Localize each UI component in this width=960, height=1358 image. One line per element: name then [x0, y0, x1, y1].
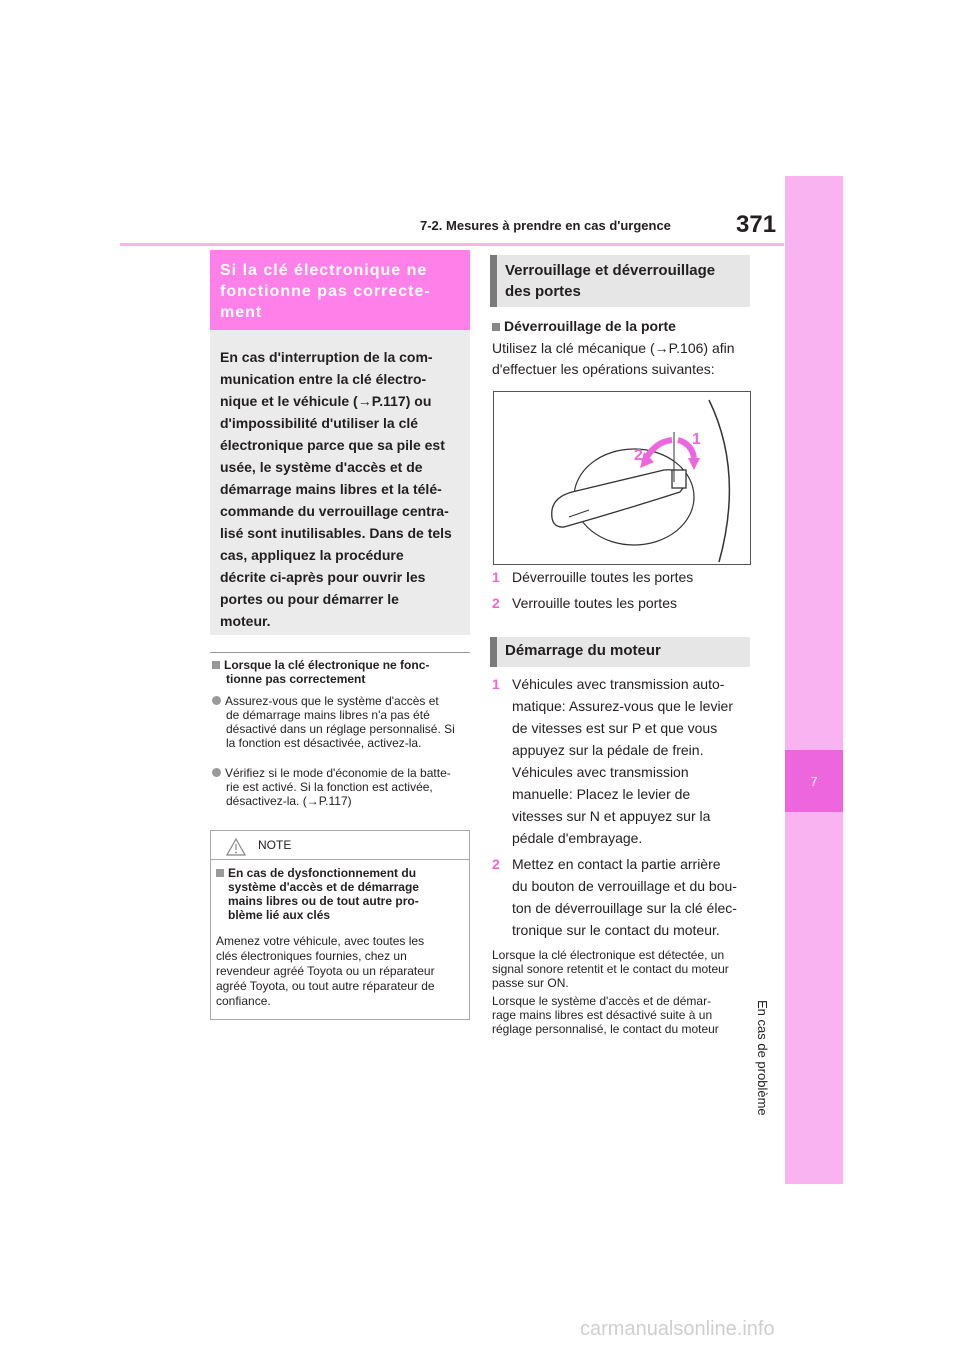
step-line: manuelle: Placez le levier de	[512, 786, 691, 802]
square-bullet-icon	[212, 661, 220, 669]
bullet-line: désactivez-la. (→P.117)	[226, 794, 352, 808]
note-body-line: revendeur agréé Toyota ou un réparateur	[216, 964, 435, 978]
intro-line: d'impossibilité d'utiliser la clé	[220, 415, 419, 431]
step-number: 1	[492, 676, 500, 692]
bullet-line: Assurez-vous que le système d'accès et	[225, 694, 439, 708]
intro-line: d'effectuer les opérations suivantes:	[492, 361, 715, 377]
note-body-line: confiance.	[216, 994, 271, 1008]
note-line: Lorsque la clé électronique est détectée, un	[492, 948, 725, 962]
note-line: signal sonore retentit et le contact du moteur	[492, 962, 729, 976]
intro-box	[210, 330, 470, 635]
square-bullet-icon	[492, 323, 500, 331]
note-line: réglage personnalisé, le contact du moteur	[492, 1022, 719, 1036]
heading-bar	[490, 637, 497, 667]
step-lock	[492, 592, 677, 614]
heading-line: Verrouillage et déverrouillage	[505, 262, 716, 279]
bullet-item	[212, 694, 470, 750]
intro-line: lisé sont inutilisables. Dans de tels	[220, 525, 452, 541]
step-line: matique: Assurez-vous que le levier	[512, 698, 733, 714]
step-line: ton de déverrouillage sur la clé élec-	[512, 900, 737, 916]
intro-line: En cas d'interruption de la com-	[220, 349, 433, 365]
illustration-label-1: 1	[692, 431, 701, 448]
header-rule	[120, 243, 784, 246]
step-line: Véhicules avec transmission auto-	[512, 676, 725, 692]
intro-line: usée, le système d'accès et de	[220, 459, 423, 475]
heading-line: ment	[220, 304, 263, 321]
step-number: 1	[492, 569, 500, 585]
step-number: 2	[492, 856, 500, 872]
step-number: 2	[492, 595, 500, 611]
intro-line: nique et le véhicule (→P.117) ou	[220, 393, 432, 409]
note-line: Lorsque le système d'accès et de démar-	[492, 994, 712, 1008]
note-title	[216, 866, 466, 922]
heading-text: Démarrage du moteur	[505, 642, 661, 659]
step-line: du bouton de verrouillage et du bou-	[512, 878, 737, 894]
chapter-label: En cas de problème	[755, 1000, 770, 1116]
note-title-line: système d'accès et de démarrage	[228, 880, 419, 894]
section-title: 7-2. Mesures à prendre en cas d'urgence	[420, 218, 671, 233]
engine-step-1	[492, 673, 752, 849]
separator	[210, 652, 470, 653]
engine-note-2	[492, 994, 754, 1036]
section-heading-key-failure	[210, 250, 470, 330]
note-title-line: blème lié aux clés	[228, 908, 331, 922]
circle-bullet-icon	[212, 696, 221, 705]
step-line: Mettez en contact la partie arrière	[512, 856, 721, 872]
bullet-line: de démarrage mains libres n'a pas été	[226, 708, 430, 722]
note-body-line: agréé Toyota, ou tout autre réparateur de	[216, 979, 435, 993]
note-title-line: En cas de dysfonctionnement du	[228, 866, 417, 880]
subheading-key-not-working	[212, 658, 470, 686]
step-line: vitesses sur N et appuyez sur la	[512, 808, 711, 824]
engine-step-2	[492, 853, 752, 941]
heading-line: Si la clé électronique ne	[220, 262, 428, 279]
intro-line: démarrage mains libres et la télé-	[220, 481, 442, 497]
note-title-row	[211, 831, 469, 860]
circle-bullet-icon	[212, 768, 221, 777]
note-body-line: clés électroniques fournies, chez un	[216, 949, 407, 963]
intro-line: électronique parce que sa pile est	[220, 437, 445, 453]
door-handle-illustration	[493, 391, 751, 565]
subheading-unlock-door	[492, 316, 676, 337]
page-number: 371	[736, 211, 777, 238]
chapter-number-tab	[785, 750, 843, 812]
note-title-line: mains libres ou de tout autre pro-	[228, 894, 419, 908]
note-line: passe sur ON.	[492, 976, 569, 990]
bullet-line: rie est activé. Si la fonction est activée,	[226, 780, 433, 794]
note-label: NOTE	[258, 838, 292, 852]
section-heading-engine-start	[490, 637, 750, 667]
heading-line: des portes	[505, 283, 581, 300]
subheading-line: tionne pas correctement	[226, 672, 366, 686]
step-line: tronique sur le contact du moteur.	[512, 922, 720, 938]
step-line: de vitesses est sur P et que vous	[512, 720, 718, 736]
step-unlock	[492, 566, 693, 588]
intro-line: munication entre la clé électro-	[220, 371, 427, 387]
engine-note-1	[492, 948, 754, 990]
intro-line: cas, appliquez la procédure	[220, 547, 404, 563]
chapter-side-tab	[785, 176, 843, 1184]
subheading-line: Lorsque la clé électronique ne fonc-	[224, 658, 430, 672]
illustration-label-2: 2	[634, 447, 643, 464]
chapter-number: 7	[810, 774, 818, 789]
intro-line: commande du verrouillage centra-	[220, 503, 449, 519]
step-text: Verrouille toutes les portes	[512, 595, 677, 611]
note-body-line: Amenez votre véhicule, avec toutes les	[216, 934, 425, 948]
section-heading-doors	[490, 255, 750, 307]
watermark: carmanualsonline.info	[580, 1318, 775, 1340]
warning-icon	[226, 838, 246, 856]
bullet-line: désactivé dans un réglage personnalisé. Si	[226, 722, 455, 736]
step-line: pédale d'embrayage.	[512, 830, 643, 846]
square-bullet-icon	[216, 869, 224, 877]
intro-line: moteur.	[220, 613, 271, 629]
heading-bar	[490, 255, 497, 307]
intro-line: Utilisez la clé mécanique (→P.106) afin	[492, 340, 735, 356]
bullet-item	[212, 766, 470, 808]
bullet-line: la fonction est désactivée, activez-la.	[226, 736, 422, 750]
step-line: Véhicules avec transmission	[512, 764, 689, 780]
note-line: rage mains libres est désactivé suite à un	[492, 1008, 713, 1022]
heading-line: fonctionne pas correcte-	[220, 283, 431, 300]
intro-line: décrite ci-après pour ouvrir les	[220, 569, 426, 585]
bullet-line: Vérifiez si le mode d'économie de la batte-	[225, 766, 451, 780]
step-line: appuyez sur la pédale de frein.	[512, 742, 704, 758]
subheading-text: Déverrouillage de la porte	[504, 318, 676, 334]
doors-intro	[492, 338, 735, 380]
step-text: Déverrouille toutes les portes	[512, 569, 694, 585]
intro-line: portes ou pour démarrer le	[220, 591, 399, 607]
note-body	[216, 934, 466, 1009]
